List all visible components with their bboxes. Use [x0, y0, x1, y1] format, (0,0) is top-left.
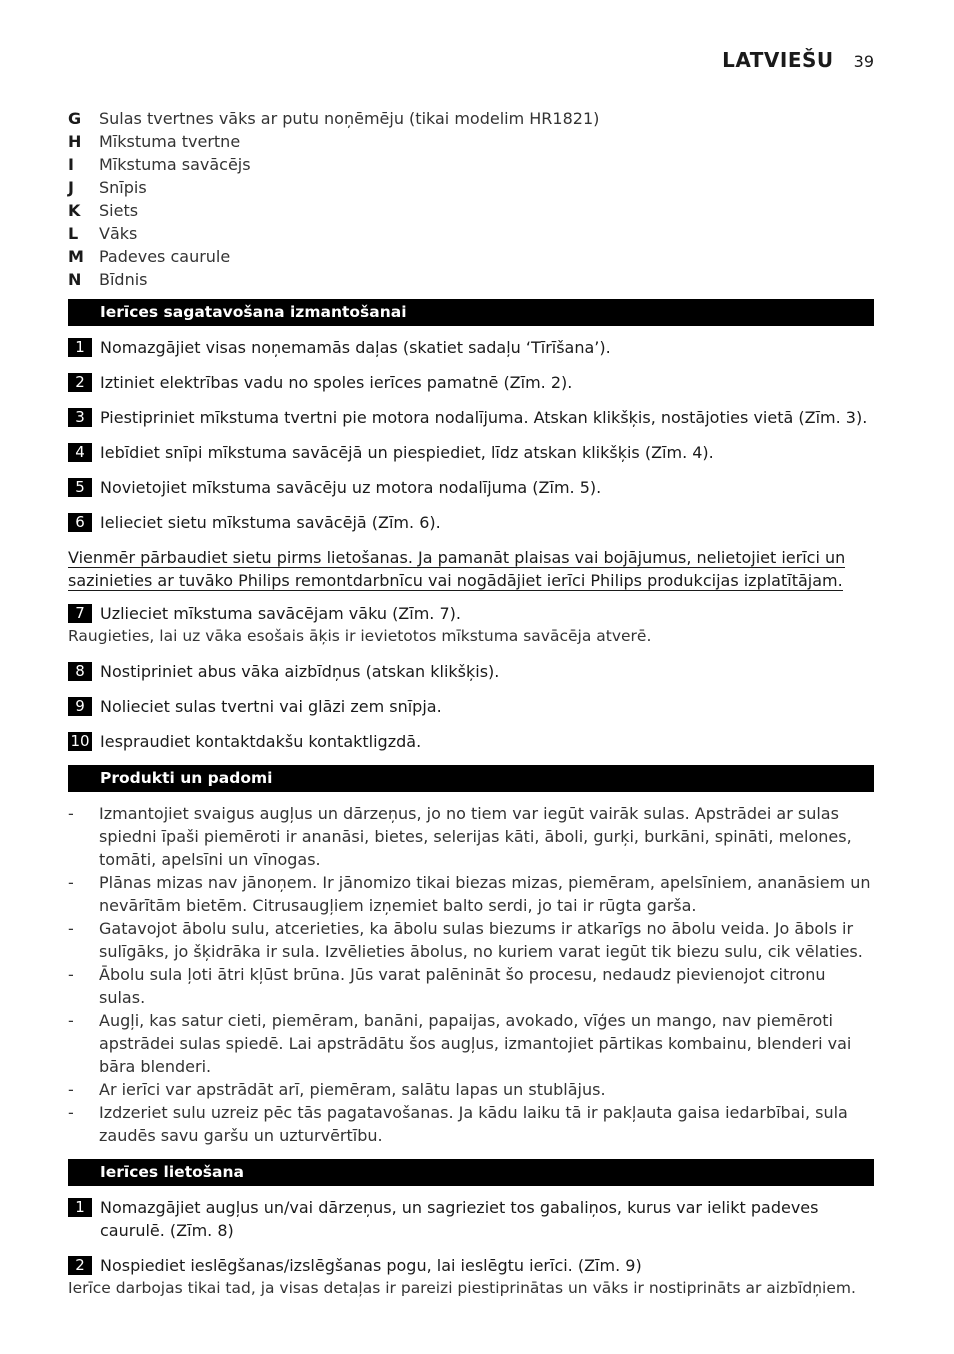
page-content	[68, 107, 874, 1312]
dash-bullet: -	[68, 804, 74, 823]
step-number: 9	[68, 697, 92, 716]
step-item	[68, 371, 874, 394]
dash-bullet: -	[68, 873, 74, 892]
legend-text: Siets	[99, 201, 139, 220]
step-text: Piestipriniet mīkstuma tvertni pie motora nodalījuma. Atskan klikšķis, nostājoties vietā (Zīm. 3).	[100, 408, 868, 427]
legend-item	[68, 176, 874, 199]
step-item	[68, 1254, 874, 1277]
tip-text: Augļi, kas satur cieti, piemēram, banāni, papaijas, avokado, vīģes un mango, nav piemēroti apstrādei sulas spiedē. Lai apstrādātu šos augļus, izmantojiet pārtikas kombainu, blenderi vai bāra blenderi.	[99, 1011, 852, 1076]
step-note: Raugieties, lai uz vāka esošais āķis ir ievietotos mīkstuma savācēja atverē.	[68, 627, 652, 645]
list-item	[68, 802, 874, 871]
legend-key: I	[68, 155, 74, 174]
step-item	[68, 695, 874, 718]
language-label: LATVIEŠU	[722, 48, 834, 72]
step-item	[68, 476, 874, 499]
step-number: 10	[68, 732, 92, 751]
list-item	[68, 871, 874, 917]
tip-text: Plānas mizas nav jānoņem. Ir jānomizo tikai biezas mizas, piemēram, apelsīniem, ananāsiem un nevārītām bietēm. Citrusaugļiem izņemiet balto serdi, jo tai ir rūgta garša.	[99, 873, 871, 915]
step-text: Nomazgājiet augļus un/vai dārzeņus, un sagrieziet tos gabaliņos, kurus var ielikt padeves caurulē. (Zīm. 8)	[100, 1198, 819, 1240]
legend-text: Mīkstuma savācējs	[99, 155, 251, 174]
list-item	[68, 963, 874, 1009]
step-text: Nolieciet sulas tvertni vai glāzi zem snīpja.	[100, 697, 442, 716]
warning-text	[68, 546, 874, 592]
legend-text: Padeves caurule	[99, 247, 231, 266]
legend-text: Mīkstuma tvertne	[99, 132, 241, 151]
step-text: Iztiniet elektrības vadu no spoles ierīces pamatnē (Zīm. 2).	[100, 373, 573, 392]
step-text: Iespraudiet kontaktdakšu kontaktligzdā.	[100, 732, 422, 751]
legend-text: Sulas tvertnes vāks ar putu noņēmēju (tikai modelim HR1821)	[99, 109, 600, 128]
dash-bullet: -	[68, 965, 74, 984]
legend-item	[68, 245, 874, 268]
legend-text: Bīdnis	[99, 270, 148, 289]
dash-bullet: -	[68, 1103, 74, 1122]
tip-text: Izmantojiet svaigus augļus un dārzeņus, jo no tiem var iegūt vairāk sulas. Apstrādei ar sulas spiedni īpaši piemēroti ir ananāsi, bietes, selerijas kāti, āboli, gurķi, burkāni, spināti, melones, tomāti, apelsīni un vīnogas.	[99, 804, 852, 869]
tip-text: Ābolu sula ļoti ātri kļūst brūna. Jūs varat palēnināt šo procesu, nedaudz pievienojot citronu sulas.	[99, 965, 826, 1007]
step-item	[68, 511, 874, 534]
step-item	[68, 602, 874, 625]
step-item	[68, 336, 874, 359]
step-number: 1	[68, 1198, 92, 1217]
step-item	[68, 730, 874, 753]
step-number: 2	[68, 1256, 92, 1275]
legend-item	[68, 268, 874, 291]
step-number: 7	[68, 604, 92, 623]
tips-list	[68, 802, 874, 1147]
step-item	[68, 660, 874, 683]
list-item	[68, 1009, 874, 1078]
warning-underlined-text: Vienmēr pārbaudiet sietu pirms lietošanas. Ja pamanāt plaisas vai bojājumus, nelietojiet ierīci un sazinieties ar tuvāko Philips remontdarbnīcu vai nogādājiet ierīci Philips produkcijas izplatītājam.	[68, 548, 846, 590]
step-number: 5	[68, 478, 92, 497]
legend-key: L	[68, 224, 79, 243]
legend-key: G	[68, 109, 82, 128]
step-text: Nostipriniet abus vāka aizbīdņus (atskan klikšķis).	[100, 662, 500, 681]
legend-item	[68, 199, 874, 222]
legend-item	[68, 153, 874, 176]
section-heading-usage: Ierīces lietošana	[68, 1159, 874, 1186]
dash-bullet: -	[68, 1011, 74, 1030]
step-text: Novietojiet mīkstuma savācēju uz motora nodalījuma (Zīm. 5).	[100, 478, 602, 497]
step-text: Iebīdiet snīpi mīkstuma savācējā un piespiediet, līdz atskan klikšķis (Zīm. 4).	[100, 443, 714, 462]
step-text: Nospiediet ieslēgšanas/izslēgšanas pogu, lai ieslēgtu ierīci. (Zīm. 9)	[100, 1256, 642, 1275]
tip-text: Ar ierīci var apstrādāt arī, piemēram, salātu lapas un stublājus.	[99, 1080, 606, 1099]
step-number: 1	[68, 338, 92, 357]
step-item	[68, 406, 874, 429]
legend-item	[68, 130, 874, 153]
section-heading-tips: Produkti un padomi	[68, 765, 874, 792]
legend-item	[68, 222, 874, 245]
dash-bullet: -	[68, 919, 74, 938]
list-item	[68, 917, 874, 963]
step-note: Ierīce darbojas tikai tad, ja visas detaļas ir pareizi piestiprinātas un vāks ir nostiprināts ar aizbīdņiem.	[68, 1279, 856, 1297]
step-number: 4	[68, 443, 92, 462]
step-item	[68, 1196, 874, 1242]
legend-item	[68, 107, 874, 130]
legend-key: N	[68, 270, 82, 289]
step-text: Ielieciet sietu mīkstuma savācējā (Zīm. 6).	[100, 513, 441, 532]
dash-bullet: -	[68, 1080, 74, 1099]
legend-key: J	[68, 178, 74, 197]
step-text: Nomazgājiet visas noņemamās daļas (skatiet sadaļu ‘Tīrīšana’).	[100, 338, 611, 357]
step-number: 2	[68, 373, 92, 392]
section-heading-preparation: Ierīces sagatavošana izmantošanai	[68, 299, 874, 326]
parts-legend	[68, 107, 874, 291]
tip-text: Izdzeriet sulu uzreiz pēc tās pagatavošanas. Ja kādu laiku tā ir pakļauta gaisa iedarbībai, sula zaudēs savu garšu un uzturvērtību.	[99, 1103, 848, 1145]
legend-key: M	[68, 247, 84, 266]
legend-text: Snīpis	[99, 178, 147, 197]
step-number: 8	[68, 662, 92, 681]
legend-text: Vāks	[99, 224, 138, 243]
legend-key: K	[68, 201, 81, 220]
list-item	[68, 1101, 874, 1147]
step-item	[68, 441, 874, 464]
step-number: 6	[68, 513, 92, 532]
page-number: 39	[853, 52, 874, 71]
list-item	[68, 1078, 874, 1101]
legend-key: H	[68, 132, 82, 151]
tip-text: Gatavojot ābolu sulu, atcerieties, ka ābolu sulas biezums ir atkarīgs no ābolu veida. Jo ābols ir sulīgāks, jo šķidrāka ir sula. Izvēlieties ābolus, no kuriem varat iegūt tik biezu sulu, cik vēlaties.	[99, 919, 863, 961]
page-header	[722, 48, 874, 72]
step-text: Uzlieciet mīkstuma savācējam vāku (Zīm. 7).	[100, 604, 461, 623]
step-number: 3	[68, 408, 92, 427]
